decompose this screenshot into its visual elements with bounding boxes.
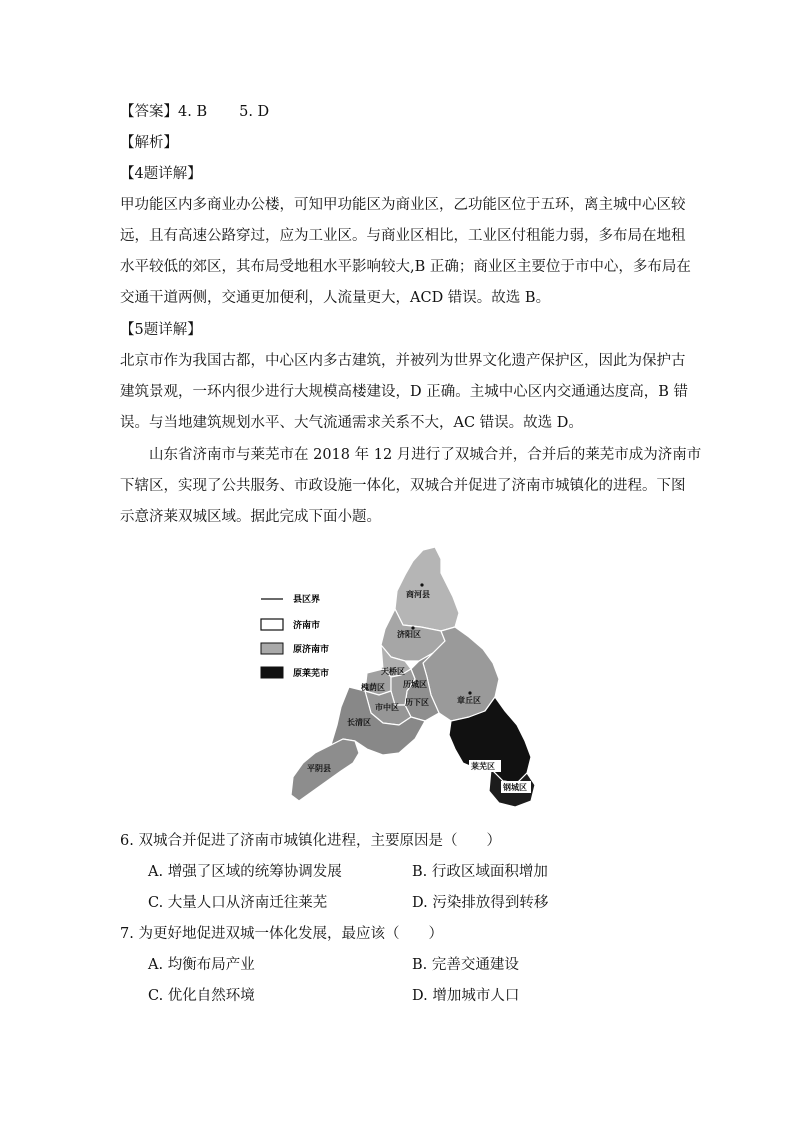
label-pingyin: 平阴县 — [307, 764, 331, 773]
jinan-laiwu-map — [255, 545, 545, 810]
q6-option-a: A. 增强了区域的统筹协调发展 — [148, 864, 342, 880]
intro-paragraph — [120, 440, 702, 533]
intro-line: 下辖区，实现了公共服务、市政设施一体化，双城合并促进了济南市城镇化的进程。下图 — [120, 478, 686, 494]
label-zhangqiu: 章丘区 — [457, 696, 481, 705]
label-laicheng: 莱芜区 — [471, 762, 495, 771]
legend-boundary: 县区界 — [293, 595, 321, 605]
label-changqing: 长清区 — [347, 718, 371, 727]
q4-detail-line: 交通干道两侧，交通更加便利，人流量更大，ACD 错误。故选 B。 — [120, 290, 551, 306]
legend-jinan: 济南市 — [293, 621, 321, 631]
label-jiyang: 济阳区 — [397, 630, 421, 639]
seat-dot-icon — [420, 583, 423, 586]
legend-swatch-jinan — [261, 619, 283, 630]
label-licheng: 历城区 — [403, 680, 427, 689]
q4-detail-heading: 【4题详解】 — [120, 166, 202, 182]
region-shanghe — [395, 547, 459, 631]
q4-detail-line: 甲功能区内多商业办公楼，可知甲功能区为商业区，乙功能区位于五环，离主城中心区较 — [120, 197, 686, 213]
answer-q4: 4. B — [178, 104, 208, 120]
q5-detail-paragraph — [120, 346, 688, 439]
q5-detail-heading: 【5题详解】 — [120, 322, 202, 338]
q7-option-d: D. 增加城市人口 — [412, 988, 520, 1004]
answer-line — [120, 102, 269, 122]
analysis-label: 【解析】 — [120, 135, 178, 151]
label-shizhong: 市中区 — [375, 703, 399, 712]
answer-q5: 5. D — [239, 104, 270, 120]
q7-option-b: B. 完善交通建设 — [412, 957, 519, 973]
map-legend — [261, 593, 329, 679]
q4-detail-line: 水平较低的郊区，其布局受地租水平影响较大,B 正确；商业区主要位于市中心，多布局在 — [120, 259, 691, 275]
answer-label: 【答案】 — [120, 104, 178, 120]
q6-option-d: D. 污染排放得到转移 — [412, 895, 549, 911]
intro-line: 示意济莱双城区域。据此完成下面小题。 — [120, 509, 381, 525]
q5-detail-line: 北京市作为我国古都，中心区内多古建筑，并被列为世界文化遗产保护区，因此为保护古 — [120, 353, 686, 369]
q7-option-c: C. 优化自然环境 — [148, 988, 255, 1004]
q4-detail-paragraph — [120, 190, 691, 314]
q5-detail-line: 建筑景观，一环内很少进行大规模高楼建设，D 正确。主城中心区内交通通达度高，B 错 — [120, 384, 688, 400]
legend-old-jinan: 原济南市 — [293, 645, 330, 655]
label-gangcheng: 钢城区 — [503, 783, 527, 792]
q5-detail-line: 误。与当地建筑规划水平、大气流通需求关系不大，AC 错误。故选 D。 — [120, 415, 583, 431]
q6-stem: 6. 双城合并促进了济南市城镇化进程，主要原因是（ ） — [120, 833, 501, 849]
q7-stem: 7. 为更好地促进双城一体化发展，最应该（ ） — [120, 926, 443, 942]
label-tianqiao: 天桥区 — [381, 667, 405, 676]
label-lixia: 历下区 — [405, 698, 429, 707]
label-shanghe: 商河县 — [406, 590, 430, 599]
legend-swatch-old-laiwu — [261, 667, 283, 678]
q6-option-b: B. 行政区域面积增加 — [412, 864, 548, 880]
legend-swatch-old-jinan — [261, 643, 283, 654]
q4-detail-line: 远，且有高速公路穿过，应为工业区。与商业区相比，工业区付租能力弱，多布局在地租 — [120, 228, 686, 244]
q7-option-a: A. 均衡布局产业 — [148, 957, 255, 973]
label-huaiyin: 槐荫区 — [361, 683, 385, 692]
intro-line: 山东省济南市与莱芜市在 2018 年 12 月进行了双城合并，合并后的莱芜市成为济南市 — [149, 447, 702, 463]
seat-dot-icon — [468, 691, 471, 694]
q6-option-c: C. 大量人口从济南迁往莱芜 — [148, 895, 328, 911]
legend-old-laiwu: 原莱芜市 — [293, 669, 330, 679]
